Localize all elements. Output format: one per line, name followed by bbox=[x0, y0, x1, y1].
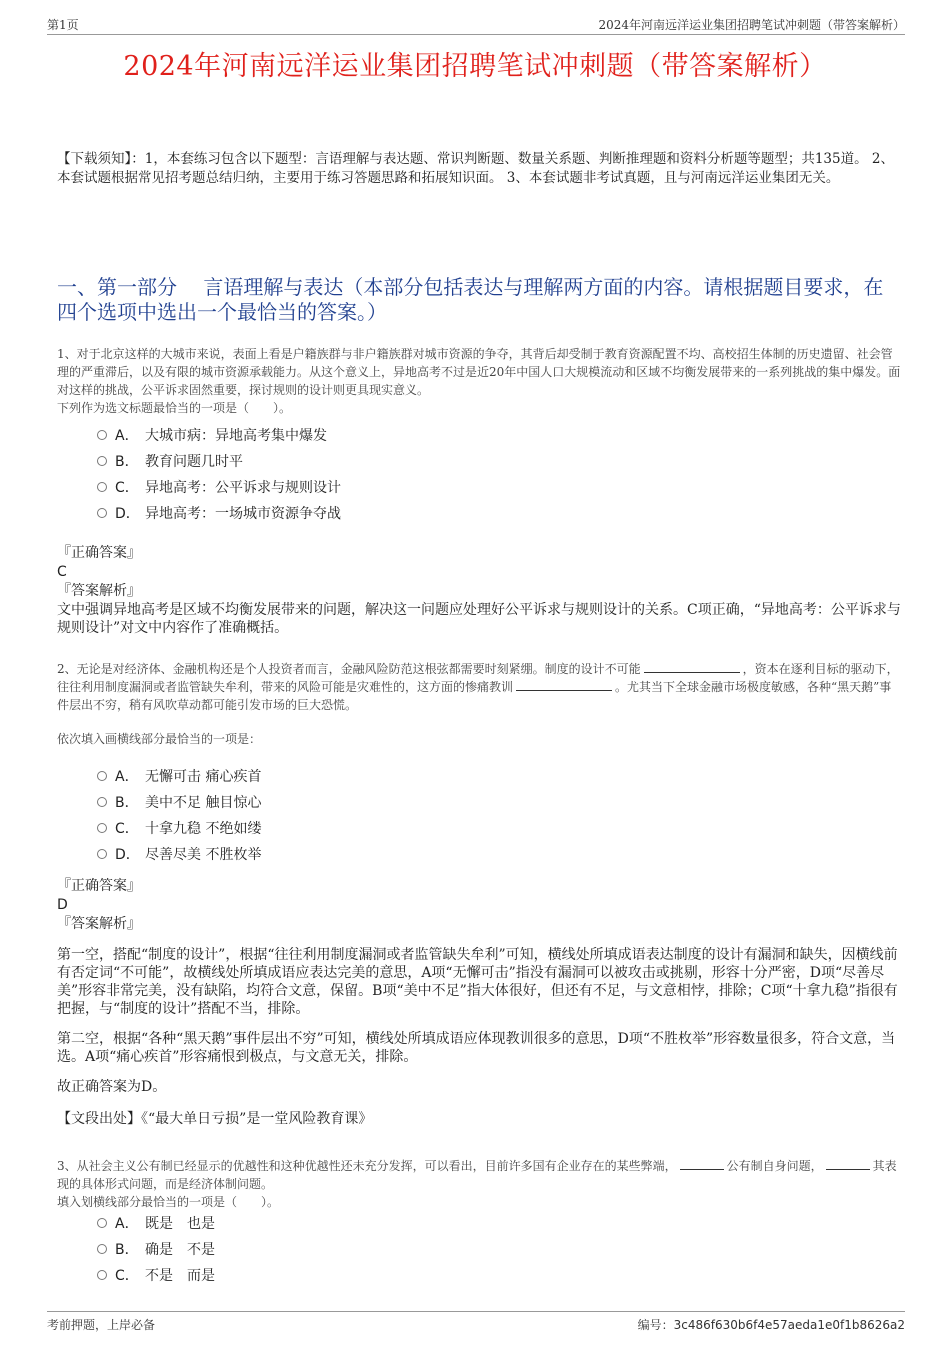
radio-icon[interactable] bbox=[97, 823, 107, 833]
question-2-analysis-p1: 第一空，搭配“制度的设计”，根据“往往利用制度漏洞或者监管缺失牟利”可知，横线处所填成语表达制度的设计有漏洞和缺失，因横线前有否定词“不可能”，故横线处所填成语应表达完美的意思，A项“无懈可击”指没有漏洞可以被攻击或挑剔，形容十分严密，D项“尽善尽美”形容非常完美，没有缺陷，均符合文意，保留。B项“美中不足”指大体很好，但还有不足，与文意相悖，排除；C项“十拿九稳”指很有把握，与“制度的设计”搭配不当，排除。 bbox=[57, 947, 898, 1017]
question-3-prompt: 填入划横线部分最恰当的一项是（ ）。 bbox=[57, 1195, 280, 1209]
radio-icon[interactable] bbox=[97, 797, 107, 807]
blank-line bbox=[516, 678, 612, 691]
radio-icon[interactable] bbox=[97, 1244, 107, 1254]
question-1-option-d[interactable]: D． 异地高考：一场城市资源争夺战 bbox=[97, 501, 902, 527]
question-1-option-b[interactable]: B． 教育问题几时平 bbox=[97, 449, 902, 475]
page-header bbox=[47, 14, 905, 35]
question-2-analysis-p3: 故正确答案为D。 bbox=[57, 1079, 167, 1095]
radio-icon[interactable] bbox=[97, 1270, 107, 1280]
question-3-stem: 3、从社会主义公有制已经显示的优越性和这种优越性还未充分发挥，可以看出，目前许多国有企业存在的某些弊端， 公有制自身问题， 其表现的具体形式问题，而是经济体制问题。 bbox=[57, 1159, 897, 1191]
question-1-analysis-label: 『答案解析』 bbox=[57, 583, 141, 599]
question-3-options bbox=[97, 1211, 902, 1289]
question-2-answer-label: 『正确答案』 bbox=[57, 878, 141, 894]
question-3-option-c[interactable]: C． 不是 而是 bbox=[97, 1263, 902, 1289]
header-doc-title: 2024年河南远洋运业集团招聘笔试冲刺题（带答案解析） bbox=[598, 18, 905, 32]
question-2-option-d[interactable]: D． 尽善尽美 不胜枚举 bbox=[97, 842, 902, 868]
question-2-prompt: 依次填入画横线部分最恰当的一项是： bbox=[57, 732, 262, 746]
document-title: 2024年河南远洋运业集团招聘笔试冲刺题（带答案解析） bbox=[123, 51, 827, 82]
question-1-stem: 1、对于北京这样的大城市来说，表面上看是户籍族群与非户籍族群对城市资源的争夺，其背后却受制于教育资源配置不均、高校招生体制的历史遗留、社会管理的严重滞后，以及有限的城市资源承载能力。从这个意义上，异地高考不过是近20年中国人口大规模流动和区域不均衡发展带来的一系列挑战的集中爆发。面对这样的挑战，公平诉求固然重要，探讨规则的设计则更具现实意义。 bbox=[57, 347, 901, 397]
question-2-option-c[interactable]: C． 十拿九稳 不绝如缕 bbox=[97, 816, 902, 842]
radio-icon[interactable] bbox=[97, 482, 107, 492]
question-1-option-a[interactable]: A． 大城市病：异地高考集中爆发 bbox=[97, 423, 902, 449]
question-3 bbox=[57, 1157, 902, 1289]
radio-icon[interactable] bbox=[97, 508, 107, 518]
blank-line bbox=[644, 660, 740, 673]
radio-icon[interactable] bbox=[97, 430, 107, 440]
question-1-option-c[interactable]: C． 异地高考：公平诉求与规则设计 bbox=[97, 475, 902, 501]
question-2-analysis-p2: 第二空，根据“各种“黑天鹅”事件层出不穷”可知，横线处所填成语应体现教训很多的意思，D项“不胜枚举”形容数量很多，符合文意，当选。A项“痛心疾首”形容痛恨到极点，与文意无关，排除。 bbox=[57, 1031, 896, 1065]
question-2-option-b[interactable]: B． 美中不足 触目惊心 bbox=[97, 790, 902, 816]
question-1 bbox=[57, 345, 902, 637]
footer-slogan: 考前押题，上岸必备 bbox=[47, 1318, 156, 1332]
serial-label: 编号： bbox=[637, 1318, 674, 1332]
radio-icon[interactable] bbox=[97, 771, 107, 781]
question-2-source: 【文段出处】《“最大单日亏损”是一堂风险教育课》 bbox=[57, 1111, 373, 1127]
radio-icon[interactable] bbox=[97, 849, 107, 859]
question-2-stem: 2、无论是对经济体、金融机构还是个人投资者而言，金融风险防范这根弦都需要时刻紧绷。制度的设计不可能 ，资本在逐利目标的驱动下，往往利用制度漏洞或者监管缺失牟利，带来的风险可能是灾难性的，这方面的惨痛教训 。尤其当下全球金融市场极度敏感，各种“黑天鹅”事件层出不穷，稍有风吹草动都可能引发市场的巨大恐慌。 bbox=[57, 662, 899, 712]
question-1-answer-label: 『正确答案』 bbox=[57, 545, 141, 561]
radio-icon[interactable] bbox=[97, 1218, 107, 1228]
download-notice: 【下载须知】：1，本套练习包含以下题型：言语理解与表达题、常识判断题、数量关系题、判断推理题和资料分析题等题型；共135道。 2、本套试题根据常见招考题总结归纳，主要用于练习答题思路和拓展知识面。 3、本套试题非考试真题，且与河南远洋运业集团无关。 bbox=[57, 151, 894, 186]
radio-icon[interactable] bbox=[97, 456, 107, 466]
question-2-option-a[interactable]: A． 无懈可击 痛心疾首 bbox=[97, 764, 902, 790]
question-2-options bbox=[97, 764, 902, 868]
question-2-answer: D bbox=[57, 897, 68, 913]
serial-number: 3c486f630b6f4e57aeda1e0f1b8626a2 bbox=[673, 1318, 905, 1332]
question-1-answer: C bbox=[57, 564, 67, 580]
question-1-prompt: 下列作为选文标题最恰当的一项是（ ）。 bbox=[57, 401, 292, 415]
question-2-analysis-label: 『答案解析』 bbox=[57, 916, 141, 932]
blank-line bbox=[826, 1157, 870, 1170]
blank-line bbox=[680, 1157, 724, 1170]
question-1-options bbox=[97, 423, 902, 527]
question-2 bbox=[57, 660, 902, 1128]
section-heading: 一、第一部分 言语理解与表达（本部分包括表达与理解两方面的内容。请根据题目要求，在四个选项中选出一个最恰当的答案。） bbox=[57, 275, 884, 324]
question-1-analysis: 文中强调异地高考是区域不均衡发展带来的问题，解决这一问题应处理好公平诉求与规则设计的关系。C项正确，“异地高考：公平诉求与规则设计”对文中内容作了准确概括。 bbox=[57, 602, 901, 636]
page-footer bbox=[47, 1311, 905, 1336]
question-3-option-a[interactable]: A． 既是 也是 bbox=[97, 1211, 902, 1237]
question-3-option-b[interactable]: B． 确是 不是 bbox=[97, 1237, 902, 1263]
footer-serial bbox=[638, 1316, 905, 1333]
page-number: 第1页 bbox=[47, 18, 79, 32]
